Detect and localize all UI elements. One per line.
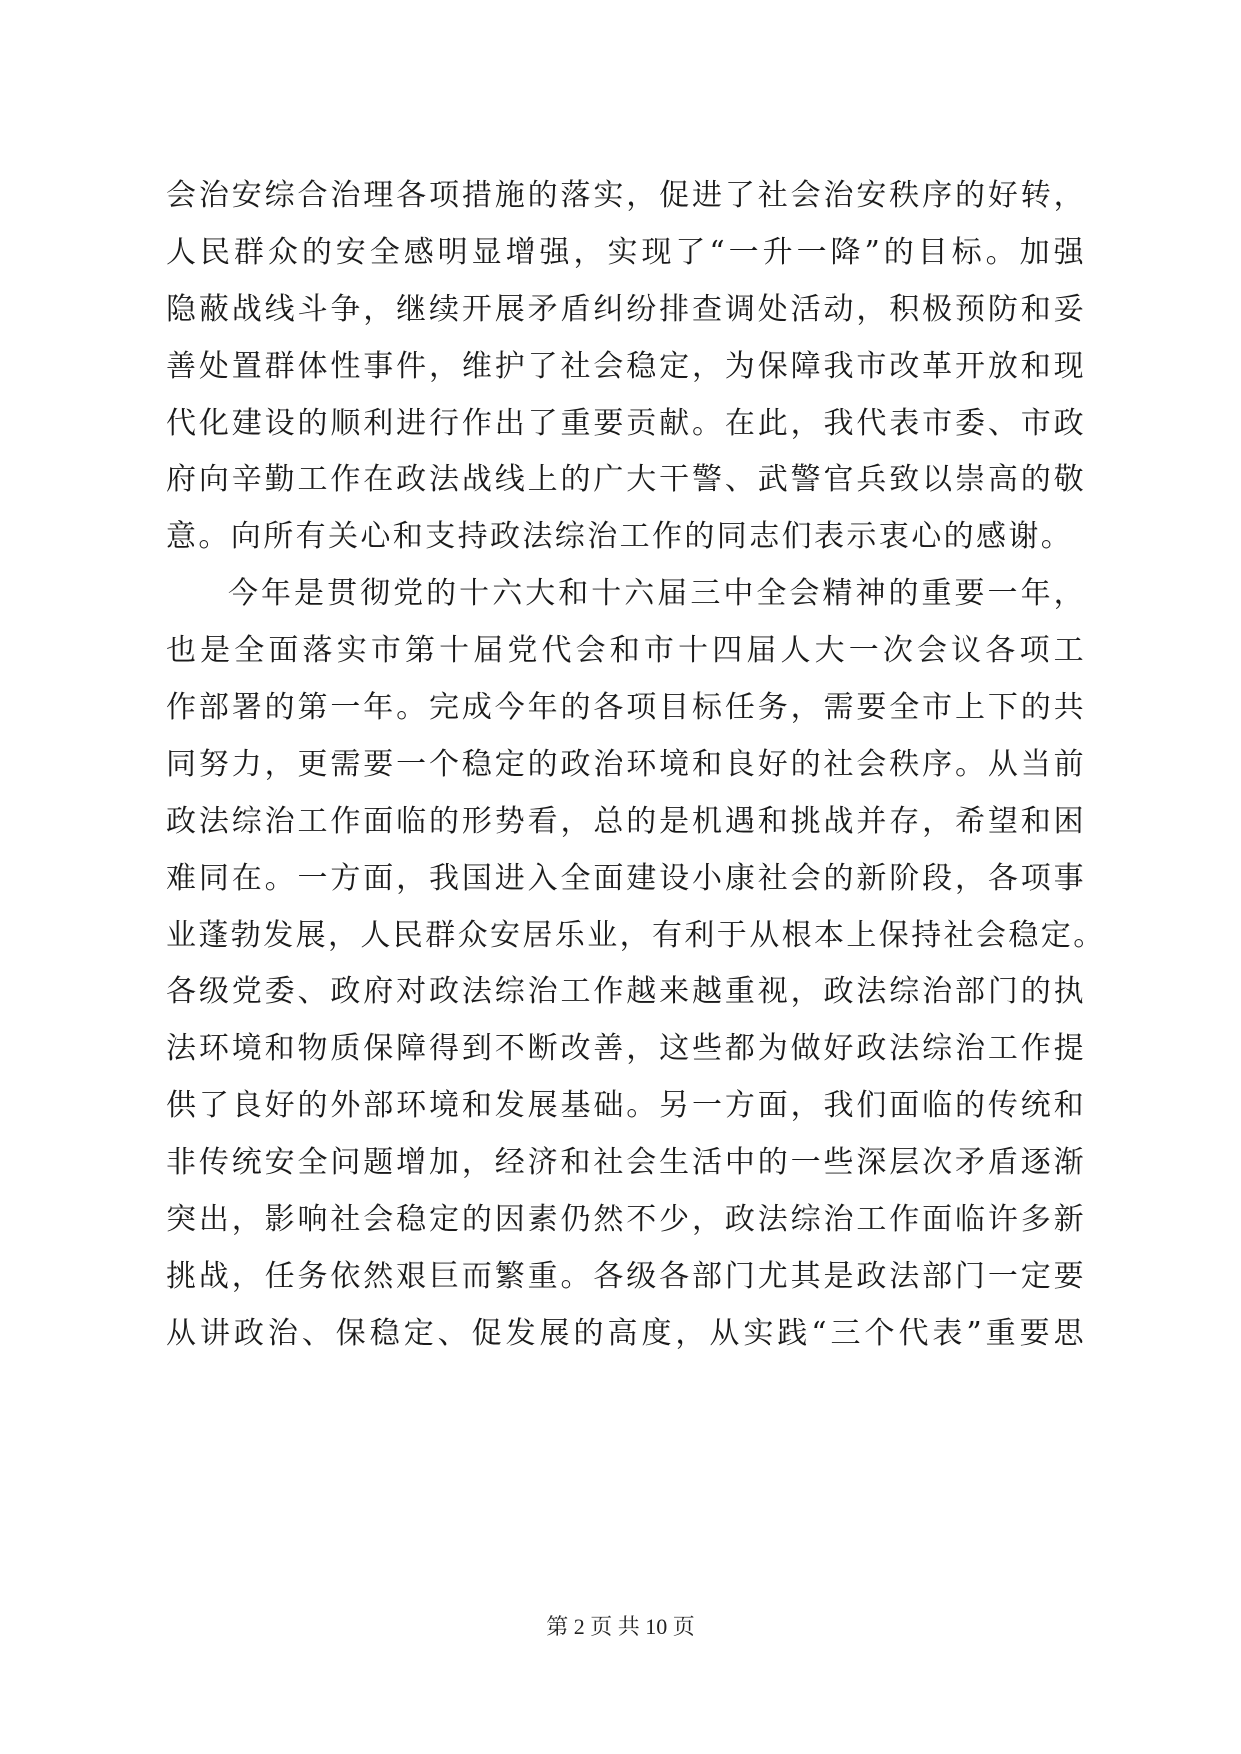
text-line: 供了良好的外部环境和发展基础。另一方面，我们面临的传统和 bbox=[166, 1088, 1086, 1124]
page-number-footer: 第 2 页 共 10 页 bbox=[546, 1614, 695, 1639]
paragraph-1 bbox=[166, 168, 1086, 566]
text-line: 各级党委、政府对政法综治工作越来越重视，政法综治部门的执 bbox=[166, 974, 1086, 1010]
text-line: 非传统安全问题增加，经济和社会生活中的一些深层次矛盾逐渐 bbox=[166, 1145, 1086, 1181]
text-line: 意。向所有关心和支持政法综治工作的同志们表示衷心的感谢。 bbox=[166, 519, 1074, 555]
text-line: 从讲政治、保稳定、促发展的高度，从实践“三个代表”重要思 bbox=[166, 1315, 1086, 1351]
text-line: 难同在。一方面，我国进入全面建设小康社会的新阶段，各项事 bbox=[166, 860, 1086, 896]
document-body bbox=[166, 168, 1106, 1363]
text-line: 同努力，更需要一个稳定的政治环境和良好的社会秩序。从当前 bbox=[166, 746, 1086, 782]
text-line: 人民群众的安全感明显增强，实现了“一升一降”的目标。加强 bbox=[166, 234, 1086, 270]
text-line: 政法综治工作面临的形势看，总的是机遇和挑战并存，希望和困 bbox=[166, 803, 1086, 839]
text-line: 作部署的第一年。完成今年的各项目标任务，需要全市上下的共 bbox=[166, 690, 1086, 726]
text-line: 府向辛勤工作在政法战线上的广大干警、武警官兵致以崇高的敬 bbox=[166, 462, 1086, 498]
text-line: 法环境和物质保障得到不断改善，这些都为做好政法综治工作提 bbox=[166, 1031, 1086, 1067]
text-line: 善处置群体性事件，维护了社会稳定，为保障我市改革开放和现 bbox=[166, 348, 1086, 384]
paragraph-2 bbox=[166, 566, 1106, 1362]
text-line: 隐蔽战线斗争，继续开展矛盾纠纷排查调处活动，积极预防和妥 bbox=[166, 291, 1086, 327]
text-line: 也是全面落实市第十届党代会和市十四届人大一次会议各项工 bbox=[166, 633, 1086, 669]
text-line: 今年是贯彻党的十六大和十六届三中全会精神的重要一年， bbox=[228, 576, 1086, 612]
text-line: 代化建设的顺利进行作出了重要贡献。在此，我代表市委、市政 bbox=[166, 405, 1086, 441]
text-line: 业蓬勃发展，人民群众安居乐业，有利于从根本上保持社会稳定。 bbox=[166, 917, 1106, 953]
text-line: 突出，影响社会稳定的因素仍然不少，政法综治工作面临许多新 bbox=[166, 1202, 1086, 1238]
text-line: 会治安综合治理各项措施的落实，促进了社会治安秩序的好转， bbox=[166, 178, 1086, 213]
text-line: 挑战，任务依然艰巨而繁重。各级各部门尤其是政法部门一定要 bbox=[166, 1258, 1086, 1294]
